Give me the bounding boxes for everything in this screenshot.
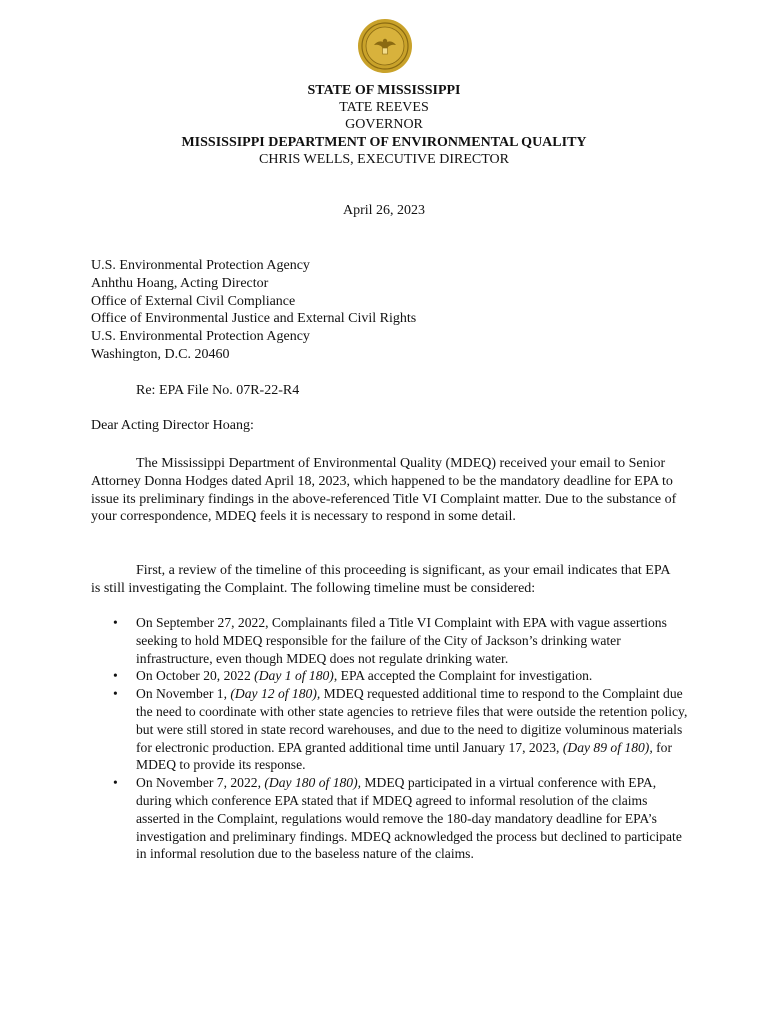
bullet-icon: • (113, 686, 118, 702)
list-item (91, 614, 691, 667)
bullet-icon: • (113, 775, 118, 791)
timeline-item-2-text: On October 20, 2022 (136, 668, 255, 684)
re-line: Re: EPA File No. 07R-22-R4 (136, 383, 300, 398)
timeline-item-4-day: (Day 180 of 180), (264, 775, 362, 791)
header-director: CHRIS WELLS, EXECUTIVE DIRECTOR (259, 152, 509, 167)
paragraph-2 (91, 562, 678, 598)
recipient-address (91, 257, 416, 364)
bullet-icon: • (113, 615, 118, 630)
timeline-item-4-text: On November 7, 2022, (136, 775, 265, 791)
paragraph-2-text: First, a review of the timeline of this proceeding is significant, as your email indicates that EPA is still investigating the Complaint. The following timeline must be considered: (91, 563, 670, 596)
recipient-line: U.S. Environmental Protection Agency (91, 329, 310, 345)
timeline-item-3-day2: (Day 89 of 180), (562, 739, 653, 755)
list-item (91, 667, 691, 685)
recipient-line: Washington, D.C. 20460 (91, 346, 230, 362)
salutation: Dear Acting Director Hoang: (91, 418, 254, 433)
timeline-item-3-rest: for MDEQ to provide its response. (136, 739, 672, 773)
timeline-list (91, 614, 691, 863)
paragraph-1 (91, 455, 678, 526)
list-item (91, 774, 691, 863)
header-state: STATE OF MISSISSIPPI (307, 83, 461, 98)
state-seal-icon (357, 18, 413, 74)
header-governor-title: GOVERNOR (345, 117, 423, 132)
timeline-item-2-day: (Day 1 of 180) (254, 668, 334, 684)
recipient-line: U.S. Environmental Protection Agency (91, 258, 310, 273)
bullet-icon: • (113, 668, 118, 684)
timeline-item-3-text: On November 1, (136, 686, 231, 702)
list-item (91, 685, 691, 774)
header-governor-name: TATE REEVES (339, 100, 429, 115)
letter-date: April 26, 2023 (342, 203, 426, 218)
timeline-item-3-mid: MDEQ requested additional time to respond to the Complaint due the need to coordinate with other state agencies to retrieve files that were outside the retention policy, but were still stored in state record warehouses, and due to the need to digitize voluminous materials for electronic production. EPA granted additional time until January 17, 2023, (136, 686, 688, 755)
timeline-item-4-rest: MDEQ participated in a virtual conference with EPA, during which conference EPA stated that if MDEQ agreed to informal resolution of the claims asserted in the Complaint, regulations would remove the 180-day mandatory deadline for EPA’s investigation and preliminary findings. MDEQ acknowledged the process but declined to participate in informal resolution due to the baseless nature of the claims. (136, 775, 682, 862)
timeline-item-3-day: (Day 12 of 180), (230, 686, 321, 702)
recipient-line: Office of External Civil Compliance (91, 293, 296, 309)
header-department: MISSISSIPPI DEPARTMENT OF ENVIRONMENTAL QUALITY (181, 135, 587, 150)
recipient-line: Anhthu Hoang, Acting Director (91, 275, 269, 291)
recipient-line: Office of Environmental Justice and External Civil Rights (91, 311, 417, 327)
paragraph-1-text: The Mississippi Department of Environmental Quality (MDEQ) received your email to Senior Attorney Donna Hodges dated April 18, 2023, which happened to be the mandatory deadline for EPA to issue its preliminary findings in the above-referenced Title VI Complaint matter. Due to the substance of your correspondence, MDEQ feels it is necessary to respond in some detail. (91, 456, 677, 525)
timeline-item-2-rest: , EPA accepted the Complaint for investigation. (333, 668, 593, 684)
timeline-item-1-text: On September 27, 2022, Complainants filed a Title VI Complaint with EPA with vague assertions seeking to hold MDEQ responsible for the failure of the City of Jackson’s drinking water infrastructure, even though MDEQ does not regulate drinking water. (136, 615, 667, 666)
